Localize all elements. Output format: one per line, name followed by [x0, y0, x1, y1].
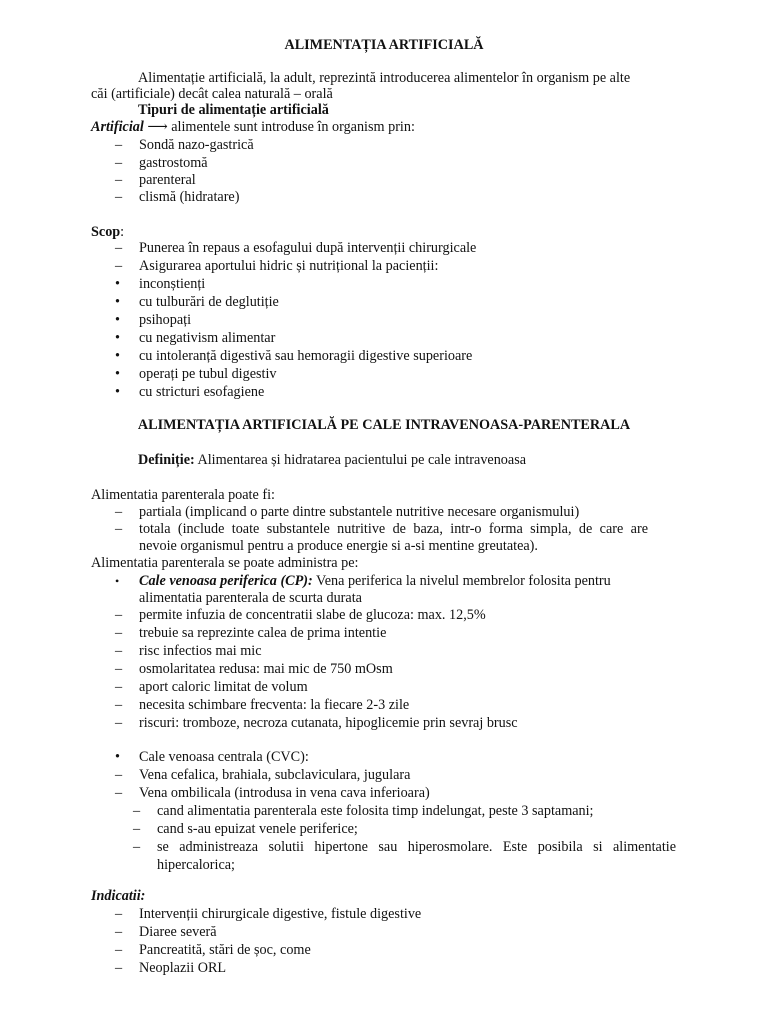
dash-marker: – — [115, 906, 123, 922]
cp-label: Cale venoasa periferica (CP): — [139, 573, 313, 589]
dash-marker: – — [115, 715, 123, 731]
document-title: ALIMENTAȚIA ARTIFICIALĂ — [284, 37, 484, 53]
dash-marker: – — [115, 942, 123, 958]
dash-marker: – — [133, 803, 141, 819]
cvc-sub-3-line-1: se administreaza solutii hipertone sau hiperosmolare. Este posibila si alimentatie — [157, 839, 676, 855]
dash-marker: – — [115, 240, 123, 256]
bullet-marker: • — [115, 749, 120, 765]
document-page: ALIMENTAȚIA ARTIFICIALĂ Alimentație artificială, la adult, reprezintă introducerea alimentelor în organism pe alte căi (artificiale) decât calea naturală – orală Tipuri de alimentație artificială Artificial ⟶ alimentele sunt introduse în organism prin: – Sondă nazo-gastrică – gastrostomă – parenteral – clismă (hidratare) Scop: – Punerea în repaus a esofagului după intervenții chirurgicale – Asigurarea aportului hidric și nutrițional la pacienții: • inconștienți • cu tulburări de deglutiție • psihopați • cu negativism alimentar • cu intoleranță digestivă sau hemoragii digestive superioare • operați pe tubul digestiv • cu stricturi esofagiene ALIMENTAȚIA ARTIFICIALĂ PE CALE INTRAVENOASA-PARENTERALA Definiție: Alimentarea și hidratarea pacientului pe cale intravenoasa Alimentatia parenterala poate fi: – partiala (implicand o parte dintre substantele nutritive necesare organismului) – totala (include toate substantele nutritive de baza, intr-o forma simpla, de care are nevoie organismul pentru a produce energie si a-si mentine greutatea). Alimentatia parenterala se poate administra pe: • Cale venoasa periferica (CP): Vena periferica la nivelul membrelor folosita pentru alimentatia parenterala de scurta durata – permite infuzia de concentratii slabe de glucoza: max. 12,5% – trebuie sa reprezinte calea de prima intentie – risc infectios mai mic – osmolaritatea redusa: mai mic de 750 mOsm – aport caloric limitat de volum – necesita schimbare frecventa: la fiecare 2-3 zile – riscuri: tromboze, necroza cutanata, hipoglicemie prin sevraj brusc • Cale venoasa centrala (CVC): – Vena cefalica, brahiala, subclaviculara, jugulara – Vena ombilicala (introdusa in vena cava inferioara) – cand alimentatia parenterala este folosita timp indelungat, peste 3 saptamani; – cand s-au epuizat venele periferice; – se administreaza solutii hipertone sau hiperosmolare. Este posibila si alimentatie hipercalorica; Indicatii: – Intervenții chirurgicale digestive, fistule digestive – Diaree severă – Pancreatită, stări de șoc, come – Neoplazii ORL — [0, 0, 768, 1024]
scop-heading: Scop: — [91, 224, 125, 240]
bullet-marker: • — [115, 330, 120, 346]
dash-marker: – — [115, 924, 123, 940]
poate-fi-line: Alimentatia parenterala poate fi: — [91, 487, 275, 503]
dash-marker: – — [115, 625, 123, 641]
cp-text: Vena periferica la nivelul membrelor folosita pentru — [312, 573, 611, 589]
bullet-marker: • — [115, 366, 120, 382]
dash-marker: – — [115, 661, 123, 677]
cp-line-2: alimentatia parenterala de scurta durata — [139, 590, 362, 606]
bullet-marker: • — [115, 312, 120, 328]
totala-line-1: totala (include toate substantele nutritive de baza, intr-o forma simpla, de care are — [139, 521, 648, 537]
bullet-marker: • — [115, 574, 120, 588]
artificial-text: ⟶ alimentele sunt introduse în organism prin: — [147, 119, 415, 135]
dash-marker: – — [115, 521, 123, 537]
dash-marker: – — [115, 679, 123, 695]
totala-line-2: nevoie organismul pentru a produce energie si a-si mentine greutatea). — [139, 538, 538, 554]
cvc-sub-3-line-2: hipercalorica; — [157, 857, 235, 873]
dash-marker: – — [115, 172, 123, 188]
dash-marker: – — [115, 643, 123, 659]
dash-marker: – — [115, 137, 123, 153]
bullet-marker: • — [115, 294, 120, 310]
tipuri-heading: Tipuri de alimentație artificială — [138, 102, 329, 118]
dash-marker: – — [133, 821, 141, 837]
definition-text: Alimentarea și hidratarea pacientului pe cale intravenoasa — [194, 452, 527, 468]
definition-label: Definiție: — [138, 452, 195, 468]
dash-marker: – — [115, 155, 123, 171]
intro-line-1: Alimentație artificială, la adult, reprezintă introducerea alimentelor în organism pe alte — [138, 70, 631, 86]
dash-marker: – — [115, 767, 123, 783]
dash-marker: – — [115, 785, 123, 801]
dash-marker: – — [115, 504, 123, 520]
section2-title: ALIMENTAȚIA ARTIFICIALĂ PE CALE INTRAVENOASA-PARENTERALA — [137, 417, 631, 433]
intro-line-2: căi (artificiale) decât calea naturală – orală — [91, 86, 333, 102]
dash-marker: – — [133, 839, 141, 855]
dash-marker: – — [115, 960, 123, 976]
cp-line-1 — [139, 573, 611, 591]
artificial-line — [91, 119, 415, 137]
bullet-marker: • — [115, 276, 120, 292]
scop-label: Scop — [91, 224, 121, 240]
bullet-marker: • — [115, 384, 120, 400]
definition-line — [138, 452, 526, 470]
dash-marker: – — [115, 189, 123, 205]
bullet-marker: • — [115, 348, 120, 364]
dash-marker: – — [115, 607, 123, 623]
dash-marker: – — [115, 258, 123, 274]
artificial-label: Artificial — [91, 119, 144, 135]
dash-marker: – — [115, 697, 123, 713]
administra-line: Alimentatia parenterala se poate administra pe: — [91, 555, 359, 571]
indicatii-heading: Indicatii: — [91, 888, 146, 904]
